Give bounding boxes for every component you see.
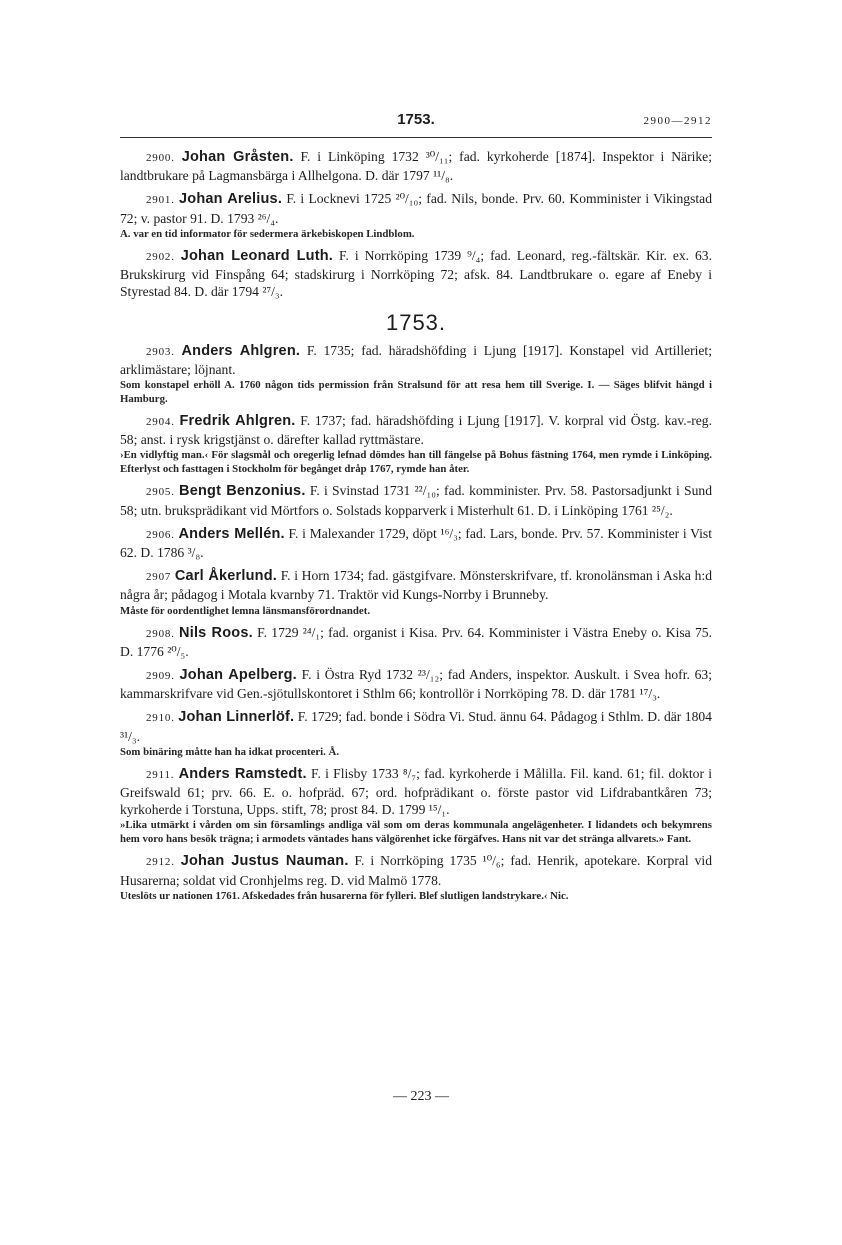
header-range: 2900—2912 bbox=[643, 115, 712, 127]
entry-number: 2910. bbox=[146, 712, 175, 725]
entry-name: Anders Ahlgren. bbox=[181, 342, 301, 359]
entry-name: Johan Leonard Luth. bbox=[180, 247, 334, 264]
entry-number: 2903. bbox=[146, 345, 175, 358]
entry-note: A. var en tid informator för sedermera ärkebiskopen Lindblom. bbox=[120, 227, 415, 240]
entry-text: F. i Östra Ryd 1732 ²³/₁₂; fad Anders, inspektor. Auskult. i Svea hofr. 63; kammarskrifvare vid Gen.-sjötullskontoret i Sthlm 66; kontrollör i Norrköping 78. D. där 1781 ¹⁷/₃. bbox=[120, 667, 712, 702]
entry-number: 2906. bbox=[146, 528, 175, 541]
entry-number: 2902. bbox=[146, 250, 175, 263]
entry-name: Anders Ramstedt. bbox=[178, 765, 307, 782]
entry-text: F. 1729 ²⁴/₁; fad. organist i Kisa. Prv. 64. Komminister i Västra Eneby o. Kisa 75. D. 1776 ²⁰/₅. bbox=[120, 624, 712, 659]
entry-2908 bbox=[120, 624, 712, 660]
entry-name: Johan Gråsten. bbox=[181, 149, 294, 165]
section-heading: 1753. bbox=[385, 310, 447, 336]
entry-name: Johan Arelius. bbox=[179, 191, 283, 208]
entry-2910 bbox=[120, 708, 712, 758]
entry-note: Som konstapel erhöll A. 1760 någon tids permission från Stralsund för att resa hem till Sverige. I. — Säges blifvit hängd i Hamburg. bbox=[120, 379, 712, 406]
entry-text: F. i Malexander 1729, döpt ¹⁶/₃; fad. Lars, bonde. Prv. 57. Komminister i Vist 62. D. 1786 ³/₈. bbox=[120, 525, 712, 561]
entry-number: 2904. bbox=[146, 416, 175, 429]
entry-name: Fredrik Ahlgren. bbox=[179, 413, 296, 430]
entry-2900 bbox=[120, 148, 712, 184]
entry-text: F. i Flisby 1733 ⁸/₇; fad. kyrkoherde i Målilla. Fil. kand. 61; fil. doktor i Greifswald 61; prv. 66. E. o. hofpräd. 67; ord. hofprädikant o. förste pastor vid Lifdrabantkåren 73; kyrkoherde i Torstuna, Upps. stift, 78; prost 84. D. 1799 ¹⁵/₁. bbox=[120, 765, 712, 818]
entry-number: 2901. bbox=[146, 194, 175, 207]
header-year: 1753. bbox=[397, 111, 435, 128]
entry-text: F. 1737; fad. häradshöfding i Ljung [1917]. V. korpral vid Östg. kav.-reg. 58; anst. i rysk krigstjänst o. därefter kallad ryttmästare. bbox=[120, 413, 712, 448]
entry-name: Johan Apelberg. bbox=[179, 667, 297, 684]
entry-2906 bbox=[120, 525, 712, 561]
entry-number: 2911. bbox=[146, 768, 175, 781]
entry-note: Måste för oordentlighet lemna länsmansförordnandet. bbox=[120, 604, 371, 617]
entry-name: Nils Roos. bbox=[179, 624, 253, 641]
entry-number: 2908. bbox=[146, 627, 175, 640]
entry-2911 bbox=[120, 765, 712, 847]
entry-name: Johan Linnerlöf. bbox=[178, 709, 295, 726]
entry-2901 bbox=[120, 190, 712, 240]
entry-note: Som binäring måtte han ha idkat procenteri. Å. bbox=[120, 745, 340, 758]
entry-2903 bbox=[120, 342, 712, 406]
entry-name: Bengt Benzonius. bbox=[179, 483, 306, 500]
entry-text: F. i Linköping 1732 ³⁰/₁₁; fad. kyrkoherde [1874]. Inspektor i Närike; landtbrukare på Lagmansbärga i Allhelgona. D. där 1797 ¹¹/₈. bbox=[120, 149, 712, 184]
entry-text: F. i Horn 1734; fad. gästgifvare. Mönsterskrifvare, tf. kronolänsman i Aska h:d några år; pådagog i Motala kvarnby 71. Traktör vid Kungs-Norrby i Brunneby. bbox=[120, 568, 712, 603]
entry-2904 bbox=[120, 412, 712, 476]
entry-text: F. i Norrköping 1735 ¹⁰/₆; fad. Henrik, apotekare. Korpral vid Husarerna; soldat vid Cronhjelms reg. D. vid Malmö 1778. bbox=[120, 853, 712, 888]
entry-text: F. 1735; fad. häradshöfding i Ljung [1917]. Konstapel vid Artilleriet; arklimästare; löjnant. bbox=[120, 342, 712, 377]
entry-2912 bbox=[120, 852, 712, 902]
entry-number: 2905. bbox=[146, 486, 175, 499]
entry-name: Anders Mellén. bbox=[178, 525, 285, 542]
entry-text: F. 1729; fad. bonde i Södra Vi. Stud. ännu 64. Pådagog i Sthlm. D. där 1804 ³¹/₃. bbox=[120, 709, 712, 744]
entry-name: Carl Åkerlund. bbox=[174, 568, 278, 585]
entry-note: »Lika utmärkt i vården om sin församlings andliga väl som om deras kommunala angelägenheter. I lidandets och bekymrens hem voro hans besök trägna; i armodets väntades hans välgörenhet icke förgäfves. Hans nit var det stränga allvarets.» Fant. bbox=[120, 819, 712, 846]
entry-number: 2907 bbox=[146, 571, 172, 584]
entry-2907 bbox=[120, 567, 712, 617]
page-header bbox=[120, 111, 712, 138]
entry-number: 2909. bbox=[146, 670, 175, 683]
entry-2905 bbox=[120, 482, 712, 518]
entry-name: Johan Justus Nauman. bbox=[180, 853, 349, 870]
page-content bbox=[120, 148, 712, 909]
entry-text: F. i Locknevi 1725 ²⁰/₁₀; fad. Nils, bonde. Prv. 60. Komminister i Vikingstad 72; v. pastor 91. D. 1793 ²⁶/₄. bbox=[120, 191, 712, 226]
page-number: — 223 — bbox=[393, 1089, 449, 1104]
entry-2902 bbox=[120, 247, 712, 301]
entry-text: F. i Norrköping 1739 ⁹/₄; fad. Leonard, reg.-fältskär. Kir. ex. 63. Brukskirurg vid Finspång 64; stadskirurg i Norrköping 72; afsk. 84. Landtbrukare o. egare af Eneby i Styrestad 84. D. där 1794 ²⁷/₃. bbox=[120, 247, 713, 300]
entry-note: Uteslöts ur nationen 1761. Afskedades från husarerna för fylleri. Blef slutligen landstrykare.‹ Nic. bbox=[120, 889, 569, 902]
entry-text: F. i Svinstad 1731 ²²/₁₀; fad. komminister. Prv. 58. Pastorsadjunkt i Sund 58; utn. bruksprädikant vid Mörtfors o. Solstads kopparverk i Misterhult 61. D. i Linköping 1761 ²⁵/₂. bbox=[120, 483, 712, 518]
entry-note: ›En vidlyftig man.‹ För slagsmål och oregerlig lefnad dömdes han till fängelse på Bohus fästning 1764, men rymde i Linköping. Efterlyst och fasttagen i Stockholm för begånget dråp 1767, rymde han åter. bbox=[120, 449, 712, 476]
entry-number: 2900. bbox=[146, 152, 175, 164]
entry-number: 2912. bbox=[146, 856, 175, 869]
entry-2909 bbox=[120, 666, 712, 702]
